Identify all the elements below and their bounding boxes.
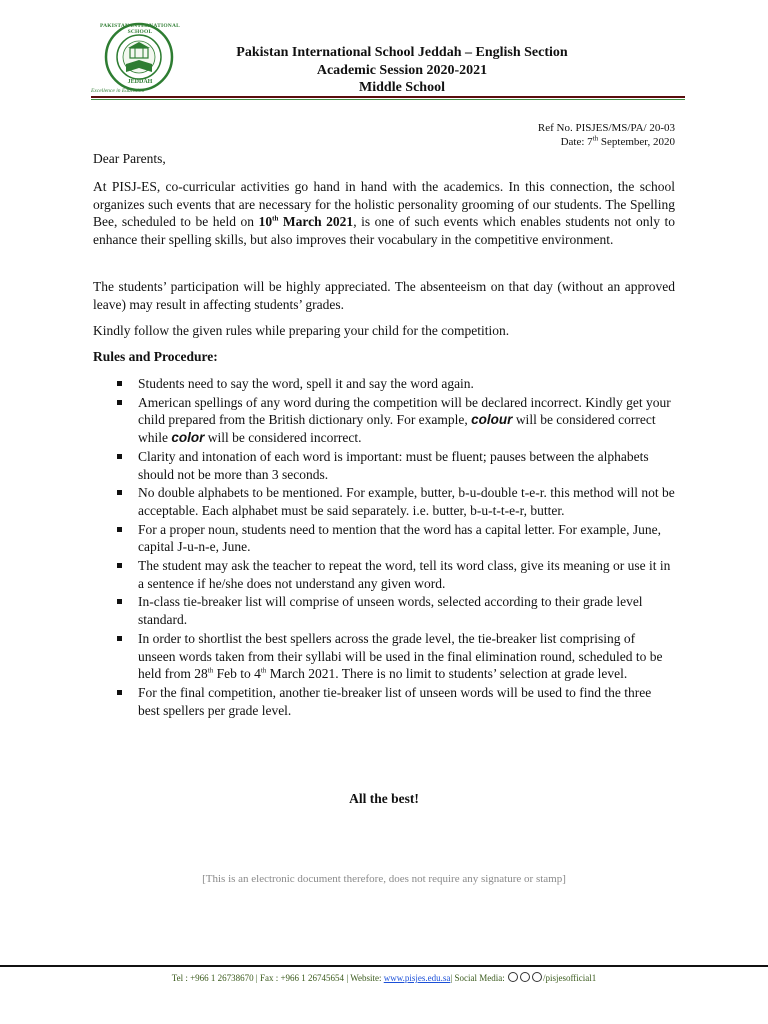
closing-line: All the best! [349, 791, 419, 806]
letter-date: Date: 7th September, 2020 [560, 134, 675, 148]
rule-item: Clarity and intonation of each word is important: must be fluent; pauses between the alphabets should not be more than 3 seconds. [93, 448, 675, 484]
footer-fax: Fax : +966 1 26745654 [259, 973, 345, 983]
logo-top-text: PAKISTAN INTERNATIONAL SCHOOL [99, 23, 181, 35]
facebook-icon[interactable] [508, 972, 518, 982]
rules-heading: Rules and Procedure: [93, 349, 218, 364]
footer-divider [0, 965, 768, 967]
header-divider-green [91, 99, 685, 100]
instagram-icon[interactable] [532, 972, 542, 982]
rule-item: No double alphabets to be mentioned. For example, butter, b-u-double t-e-r. this method will not be acceptable. Each alphabet must be said separately. i.e. butter, b-u-t-t-e-r, butter. [93, 484, 675, 520]
header-line-section: Middle School [359, 80, 445, 95]
intro-paragraph: At PISJ-ES, co-curricular activities go hand in hand with the academics. In this connection, the school organizes such events that are necessary for the holistic personality grooming of our students. The Spelling Bee, scheduled to be held on 10th March 2021, is one of such events which enables students not only to enhance their spelling skills, but also improves their vocabulary in the competitive environment. [93, 179, 676, 247]
rule-item: The student may ask the teacher to repeat the word, tell its word class, give its meaning or use it in a sentence if he/she does not understand any given word. [93, 557, 675, 593]
social-handle: /pisjesofficial1 [542, 973, 597, 983]
reference-number: Ref No. PISJES/MS/PA/ 20-03 [537, 122, 675, 134]
participation-paragraph: The students’ participation will be highly appreciated. The absenteeism on that day (without an approved leave) may result in affecting students’ grades. [93, 279, 675, 312]
rule-item: For a proper noun, students need to mention that the word has a capital letter. For example, June, capital J-u-n-e, June. [93, 521, 675, 557]
rules-list [93, 375, 675, 720]
logo-motto: Excellence in Education [91, 88, 145, 94]
header-divider-dark [91, 96, 685, 98]
header-line-school: Pakistan International School Jeddah – English Section [236, 45, 568, 60]
rule-item: In-class tie-breaker list will comprise of unseen words, selected according to their grade level standard. [93, 593, 675, 629]
salutation: Dear Parents, [93, 151, 166, 166]
header-line-session: Academic Session 2020-2021 [316, 63, 488, 78]
rule-item: Students need to say the word, spell it and say the word again. [93, 375, 675, 393]
rule-item: In order to shortlist the best spellers across the grade level, the tie-breaker list comprising of unseen words taken from their syllabi will be used in the final elimination round, scheduled to be held from 28th Feb to 4th March 2021. There is no limit to students’ selection at grade level. [93, 630, 675, 683]
footer-tel: Tel : +966 1 26738670 [171, 973, 254, 983]
rule-item: For the final competition, another tie-breaker list of unseen words will be used to find the three best spellers per grade level. [93, 684, 675, 720]
footer-contact: Tel : +966 1 26738670 | Fax : +966 1 26745654 | Website: www.pisjes.edu.sa| Social Media: /pisjesofficial1 [171, 973, 597, 983]
electronic-document-note: [This is an electronic document therefore, does not require any signature or stamp] [202, 873, 566, 885]
website-link[interactable]: www.pisjes.edu.sa [383, 973, 451, 983]
logo-bottom-text: JEDDAH [127, 79, 153, 85]
twitter-icon[interactable] [520, 972, 530, 982]
rule-item: American spellings of any word during the competition will be declared incorrect. Kindly get your child prepared from the British dictionary only. For example, colour will be considered correct while color will be considered incorrect. [93, 394, 675, 447]
instruction-paragraph: Kindly follow the given rules while preparing your child for the competition. [93, 323, 510, 338]
